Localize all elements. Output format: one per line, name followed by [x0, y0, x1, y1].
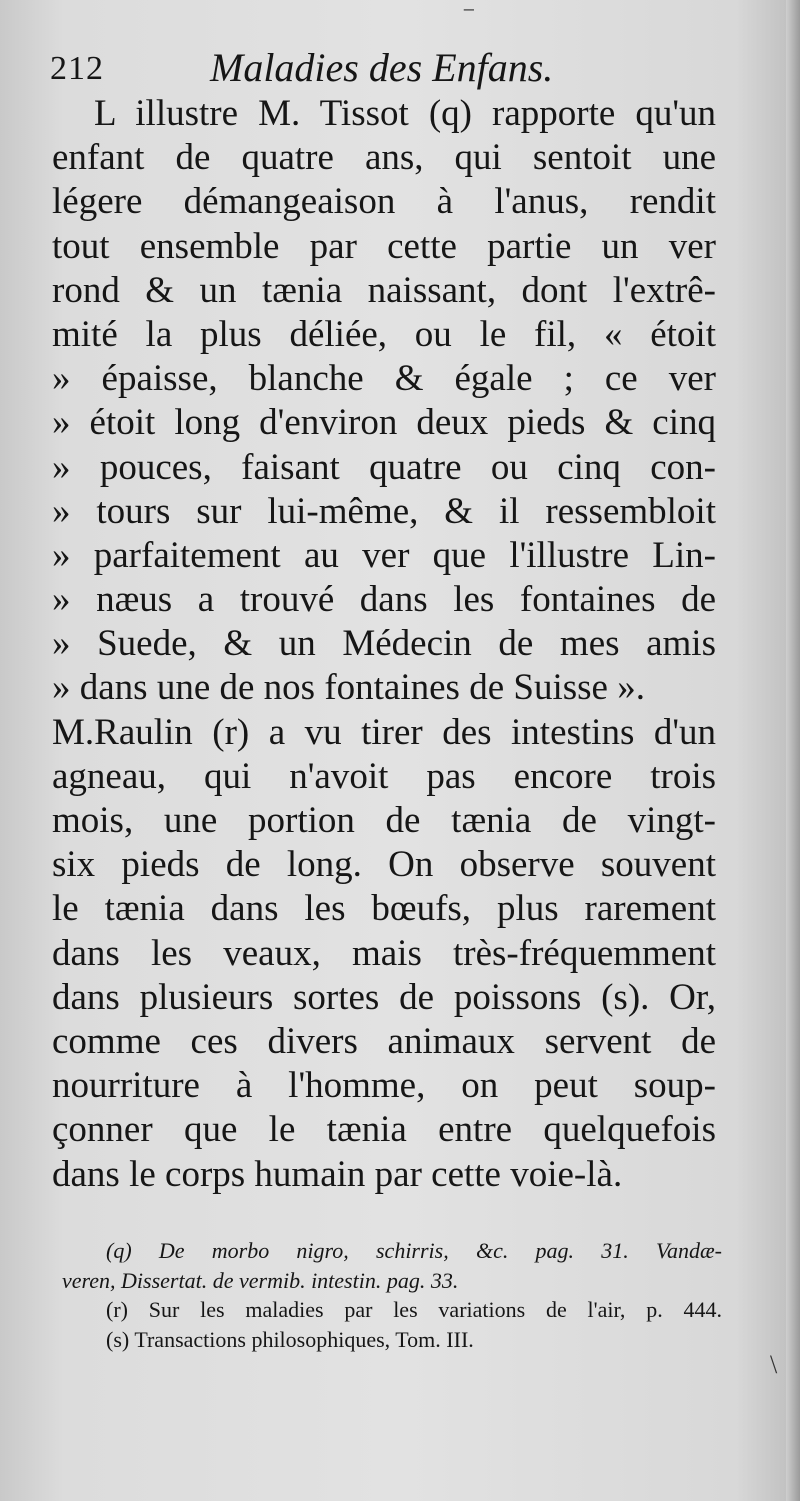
text-line: agneau, qui n'avoit pas encore trois	[52, 755, 716, 797]
page-header	[50, 44, 750, 94]
text-line: enfant de quatre ans, qui sentoit une	[52, 137, 716, 179]
footnote-line: (s) Transactions philosophiques, Tom. III.	[106, 1326, 474, 1352]
text-line: » pouces, faisant quatre ou cinq con-	[52, 446, 716, 488]
text-line: » épaisse, blanche & égale ; ce ver	[52, 358, 716, 400]
footnote-line: (q) De morbo nigro, schirris, &c. pag. 31. Vandæ-	[106, 1238, 722, 1263]
text-line: rond & un tænia naissant, dont l'extrê-	[52, 269, 716, 311]
text-line: le tænia dans les bœufs, plus rarement	[52, 888, 716, 930]
text-line: mité la plus déliée, ou le fil, « étoit	[52, 313, 716, 355]
text-line: dans les veaux, mais très-fréquemment	[52, 932, 716, 974]
page-spine-shadow	[786, 0, 800, 1501]
text-line: nourriture à l'homme, on peut soup-	[52, 1065, 716, 1107]
text-line: légere démangeaison à l'anus, rendit	[52, 181, 716, 223]
text-line: M.Raulin (r) a vu tirer des intestins d'un	[52, 711, 716, 753]
text-line: » parfaitement au ver que l'illustre Lin-	[52, 534, 716, 576]
text-line: dans plusieurs sortes de poissons (s). Or,	[52, 976, 716, 1018]
scan-speck: \	[770, 1350, 778, 1379]
running-title: Maladies des Enfans.	[210, 45, 554, 90]
footnote-line: veren, Dissertat. de vermib. intestin. pag. 33.	[62, 1267, 459, 1293]
text-line: » næus a trouvé dans les fontaines de	[52, 579, 716, 621]
scan-speck: ⁻	[462, 0, 476, 29]
text-line: mois, une portion de tænia de vingt-	[52, 800, 716, 841]
body-text	[52, 92, 716, 1197]
text-line: L illustre M. Tissot (q) rapporte qu'un	[94, 93, 716, 134]
text-line: » dans une de nos fontaines de Suisse ».	[52, 667, 645, 709]
footnote-line: (r) Sur les maladies par les variations de l'air, p. 444.	[106, 1297, 722, 1322]
text-line: dans le corps humain par cette voie-là.	[52, 1153, 623, 1195]
footnotes	[62, 1236, 722, 1354]
page-number: 212	[50, 50, 104, 87]
text-line: » étoit long d'environ deux pieds & cinq	[52, 402, 716, 444]
text-line: six pieds de long. On observe souvent	[52, 844, 716, 886]
text-line: comme ces divers animaux servent de	[52, 1020, 716, 1062]
text-line: » Suede, & un Médecin de mes amis	[52, 623, 716, 665]
text-line: » tours sur lui-même, & il ressembloit	[52, 490, 716, 532]
text-line: çonner que le tænia entre quelquefois	[52, 1109, 716, 1151]
text-line: tout ensemble par cette partie un ver	[52, 225, 716, 267]
